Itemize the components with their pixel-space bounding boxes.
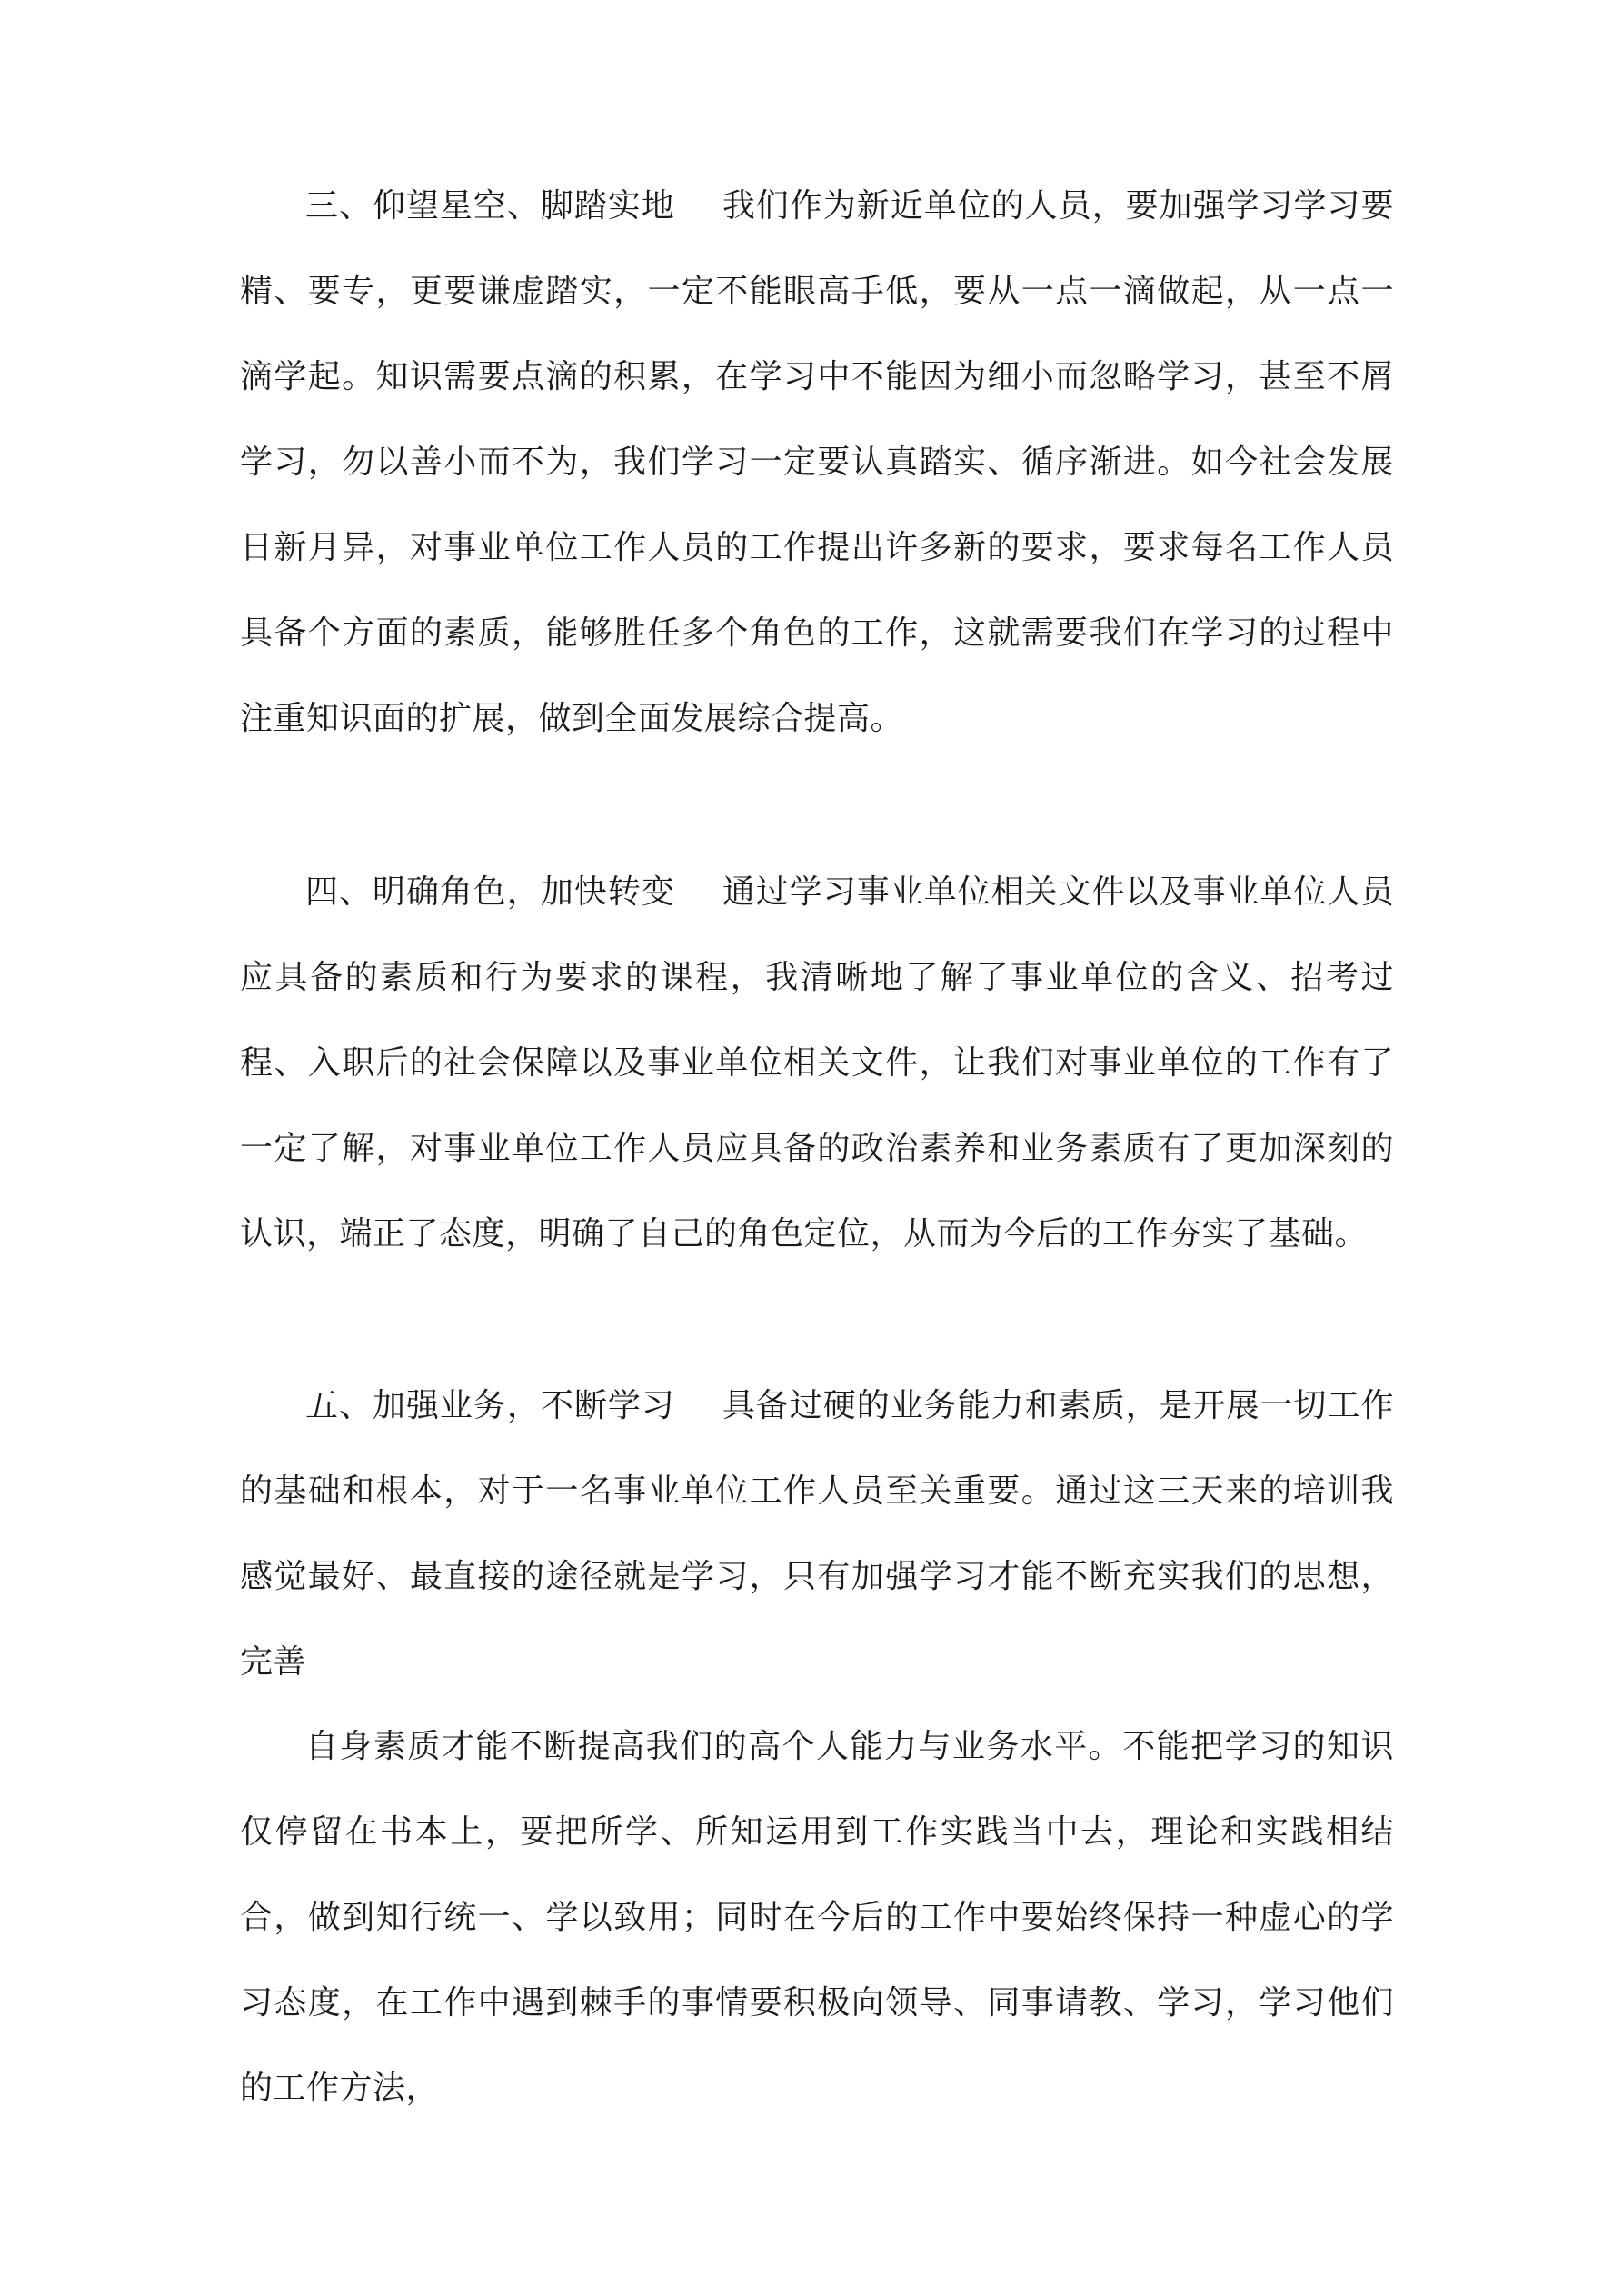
paragraph-3 [240, 164, 1394, 762]
paragraph-4 [240, 850, 1394, 1277]
paragraph-heading: 三、仰望星空、脚踏实地 [305, 187, 675, 225]
paragraph-text: 通过学习事业单位相关文件以及事业单位人员应具备的素质和行为要求的课程，我清晰地了解了事业单位的含义、招考过程、入职后的社会保障以及事业单位相关文件，让我们对事业单位的工作有了一定了解，对事业单位工作人员应具备的政治素养和业务素质有了更加深刻的认识，端正了态度，明确了自己的角色定位，从而为今后的工作夯实了基础。 [240, 873, 1394, 1253]
paragraph-continuation [240, 1704, 1394, 2131]
paragraph-5 [240, 1363, 1394, 1705]
paragraph-heading: 四、明确角色，加快转变 [305, 873, 675, 911]
paragraph-text: 具备过硬的业务能力和素质，是开展一切工作的基础和根本，对于一名事业单位工作人员至关重要。通过这三天来的培训我感觉最好、最直接的途径就是学习，只有加强学习才能不断充实我们的思想，完善 [240, 1387, 1394, 1681]
paragraph-heading: 五、加强业务，不断学习 [305, 1387, 675, 1424]
paragraph-text: 我们作为新近单位的人员，要加强学习学习要精、要专，更要谦虚踏实，一定不能眼高手低，要从一点一滴做起，从一点一滴学起。知识需要点滴的积累，在学习中不能因为细小而忽略学习，甚至不屑学习，勿以善小而不为，我们学习一定要认真踏实、循序渐进。如今社会发展日新月异，对事业单位工作人员的工作提出许多新的要求，要求每名工作人员具备个方面的素质，能够胜任多个角色的工作，这就需要我们在学习的过程中注重知识面的扩展，做到全面发展综合提高。 [240, 187, 1394, 737]
paragraph-text: 自身素质才能不断提高我们的高个人能力与业务水平。不能把学习的知识仅停留在书本上，要把所学、所知运用到工作实践当中去，理论和实践相结合，做到知行统一、学以致用；同时在今后的工作中要始终保持一种虚心的学习态度，在工作中遇到棘手的事情要积极向领导、同事请教、学习，学习他们的工作方法， [240, 1728, 1394, 2107]
